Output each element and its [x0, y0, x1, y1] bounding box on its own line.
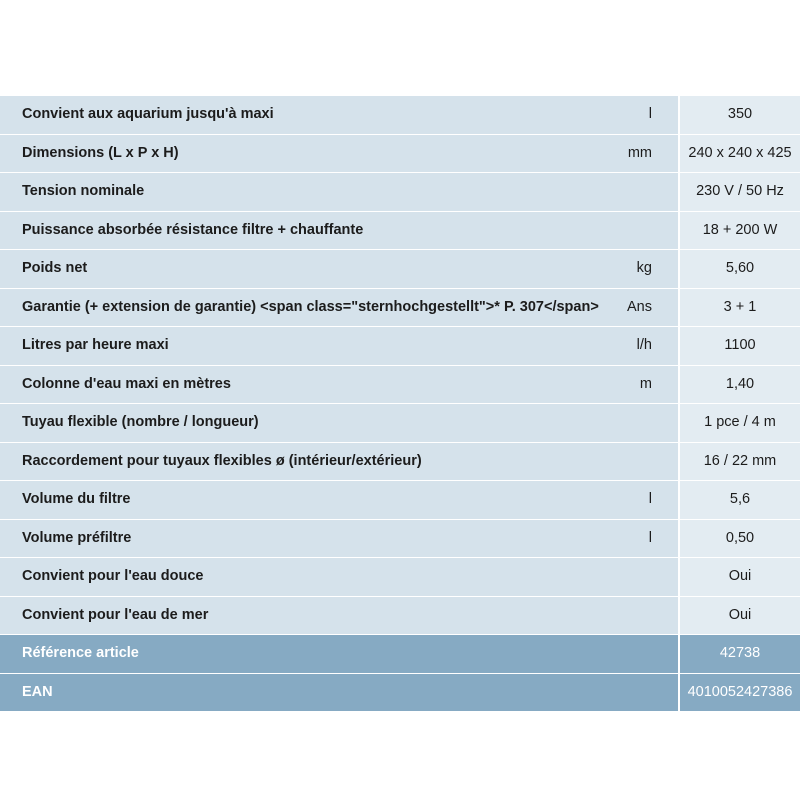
spec-value: 1 pce / 4 m — [680, 404, 800, 442]
spec-unit — [600, 558, 680, 596]
spec-row-voltage — [0, 173, 800, 212]
spec-unit — [600, 443, 680, 481]
spec-unit — [600, 597, 680, 635]
spec-table — [0, 96, 800, 712]
spec-row-article-ref — [0, 635, 800, 674]
spec-value: 0,50 — [680, 520, 800, 558]
spec-unit: mm — [600, 135, 680, 173]
spec-value: 16 / 22 mm — [680, 443, 800, 481]
spec-unit — [600, 674, 680, 712]
spec-unit — [600, 635, 680, 673]
spec-label: Colonne d'eau maxi en mètres — [0, 366, 600, 404]
spec-row-dimensions — [0, 135, 800, 174]
spec-label: Tension nominale — [0, 173, 600, 211]
spec-value: 4010052427386 — [680, 674, 800, 712]
spec-unit: l — [600, 481, 680, 519]
spec-row-saltwater — [0, 597, 800, 636]
spec-value: 230 V / 50 Hz — [680, 173, 800, 211]
spec-label: Convient pour l'eau de mer — [0, 597, 600, 635]
spec-row-ean — [0, 674, 800, 713]
spec-value: 5,6 — [680, 481, 800, 519]
spec-unit — [600, 173, 680, 211]
spec-value: 5,60 — [680, 250, 800, 288]
spec-row-hose-connection — [0, 443, 800, 482]
spec-label: EAN — [0, 674, 600, 712]
spec-value: 1100 — [680, 327, 800, 365]
spec-value: Oui — [680, 597, 800, 635]
spec-row-flow-rate — [0, 327, 800, 366]
spec-value: 350 — [680, 96, 800, 134]
spec-label: Poids net — [0, 250, 600, 288]
spec-unit: l/h — [600, 327, 680, 365]
spec-unit: Ans — [625, 289, 680, 327]
spec-row-prefilter-volume — [0, 520, 800, 559]
spec-row-warranty — [0, 289, 800, 328]
spec-row-freshwater — [0, 558, 800, 597]
spec-value: 3 + 1 — [680, 289, 800, 327]
spec-label: Garantie (+ extension de garantie) <span class="sternhochgestellt">* P. 307</span> — [0, 289, 625, 327]
spec-row-filter-volume — [0, 481, 800, 520]
spec-label: Litres par heure maxi — [0, 327, 600, 365]
spec-label: Convient pour l'eau douce — [0, 558, 600, 596]
spec-unit: l — [600, 96, 680, 134]
spec-unit — [600, 404, 680, 442]
spec-label: Dimensions (L x P x H) — [0, 135, 600, 173]
spec-value: Oui — [680, 558, 800, 596]
spec-value: 240 x 240 x 425 — [680, 135, 800, 173]
spec-unit: kg — [600, 250, 680, 288]
spec-row-capacity — [0, 96, 800, 135]
spec-unit: m — [600, 366, 680, 404]
spec-label: Volume préfiltre — [0, 520, 600, 558]
spec-row-power — [0, 212, 800, 251]
spec-unit — [600, 212, 680, 250]
spec-label: Volume du filtre — [0, 481, 600, 519]
spec-label: Référence article — [0, 635, 600, 673]
spec-row-hose — [0, 404, 800, 443]
spec-value: 1,40 — [680, 366, 800, 404]
spec-row-water-column — [0, 366, 800, 405]
spec-value: 42738 — [680, 635, 800, 673]
spec-value: 18 + 200 W — [680, 212, 800, 250]
spec-label: Tuyau flexible (nombre / longueur) — [0, 404, 600, 442]
spec-label: Puissance absorbée résistance filtre + chauffante — [0, 212, 600, 250]
spec-label: Convient aux aquarium jusqu'à maxi — [0, 96, 600, 134]
spec-label: Raccordement pour tuyaux flexibles ø (intérieur/extérieur) — [0, 443, 600, 481]
spec-unit: l — [600, 520, 680, 558]
spec-row-weight — [0, 250, 800, 289]
